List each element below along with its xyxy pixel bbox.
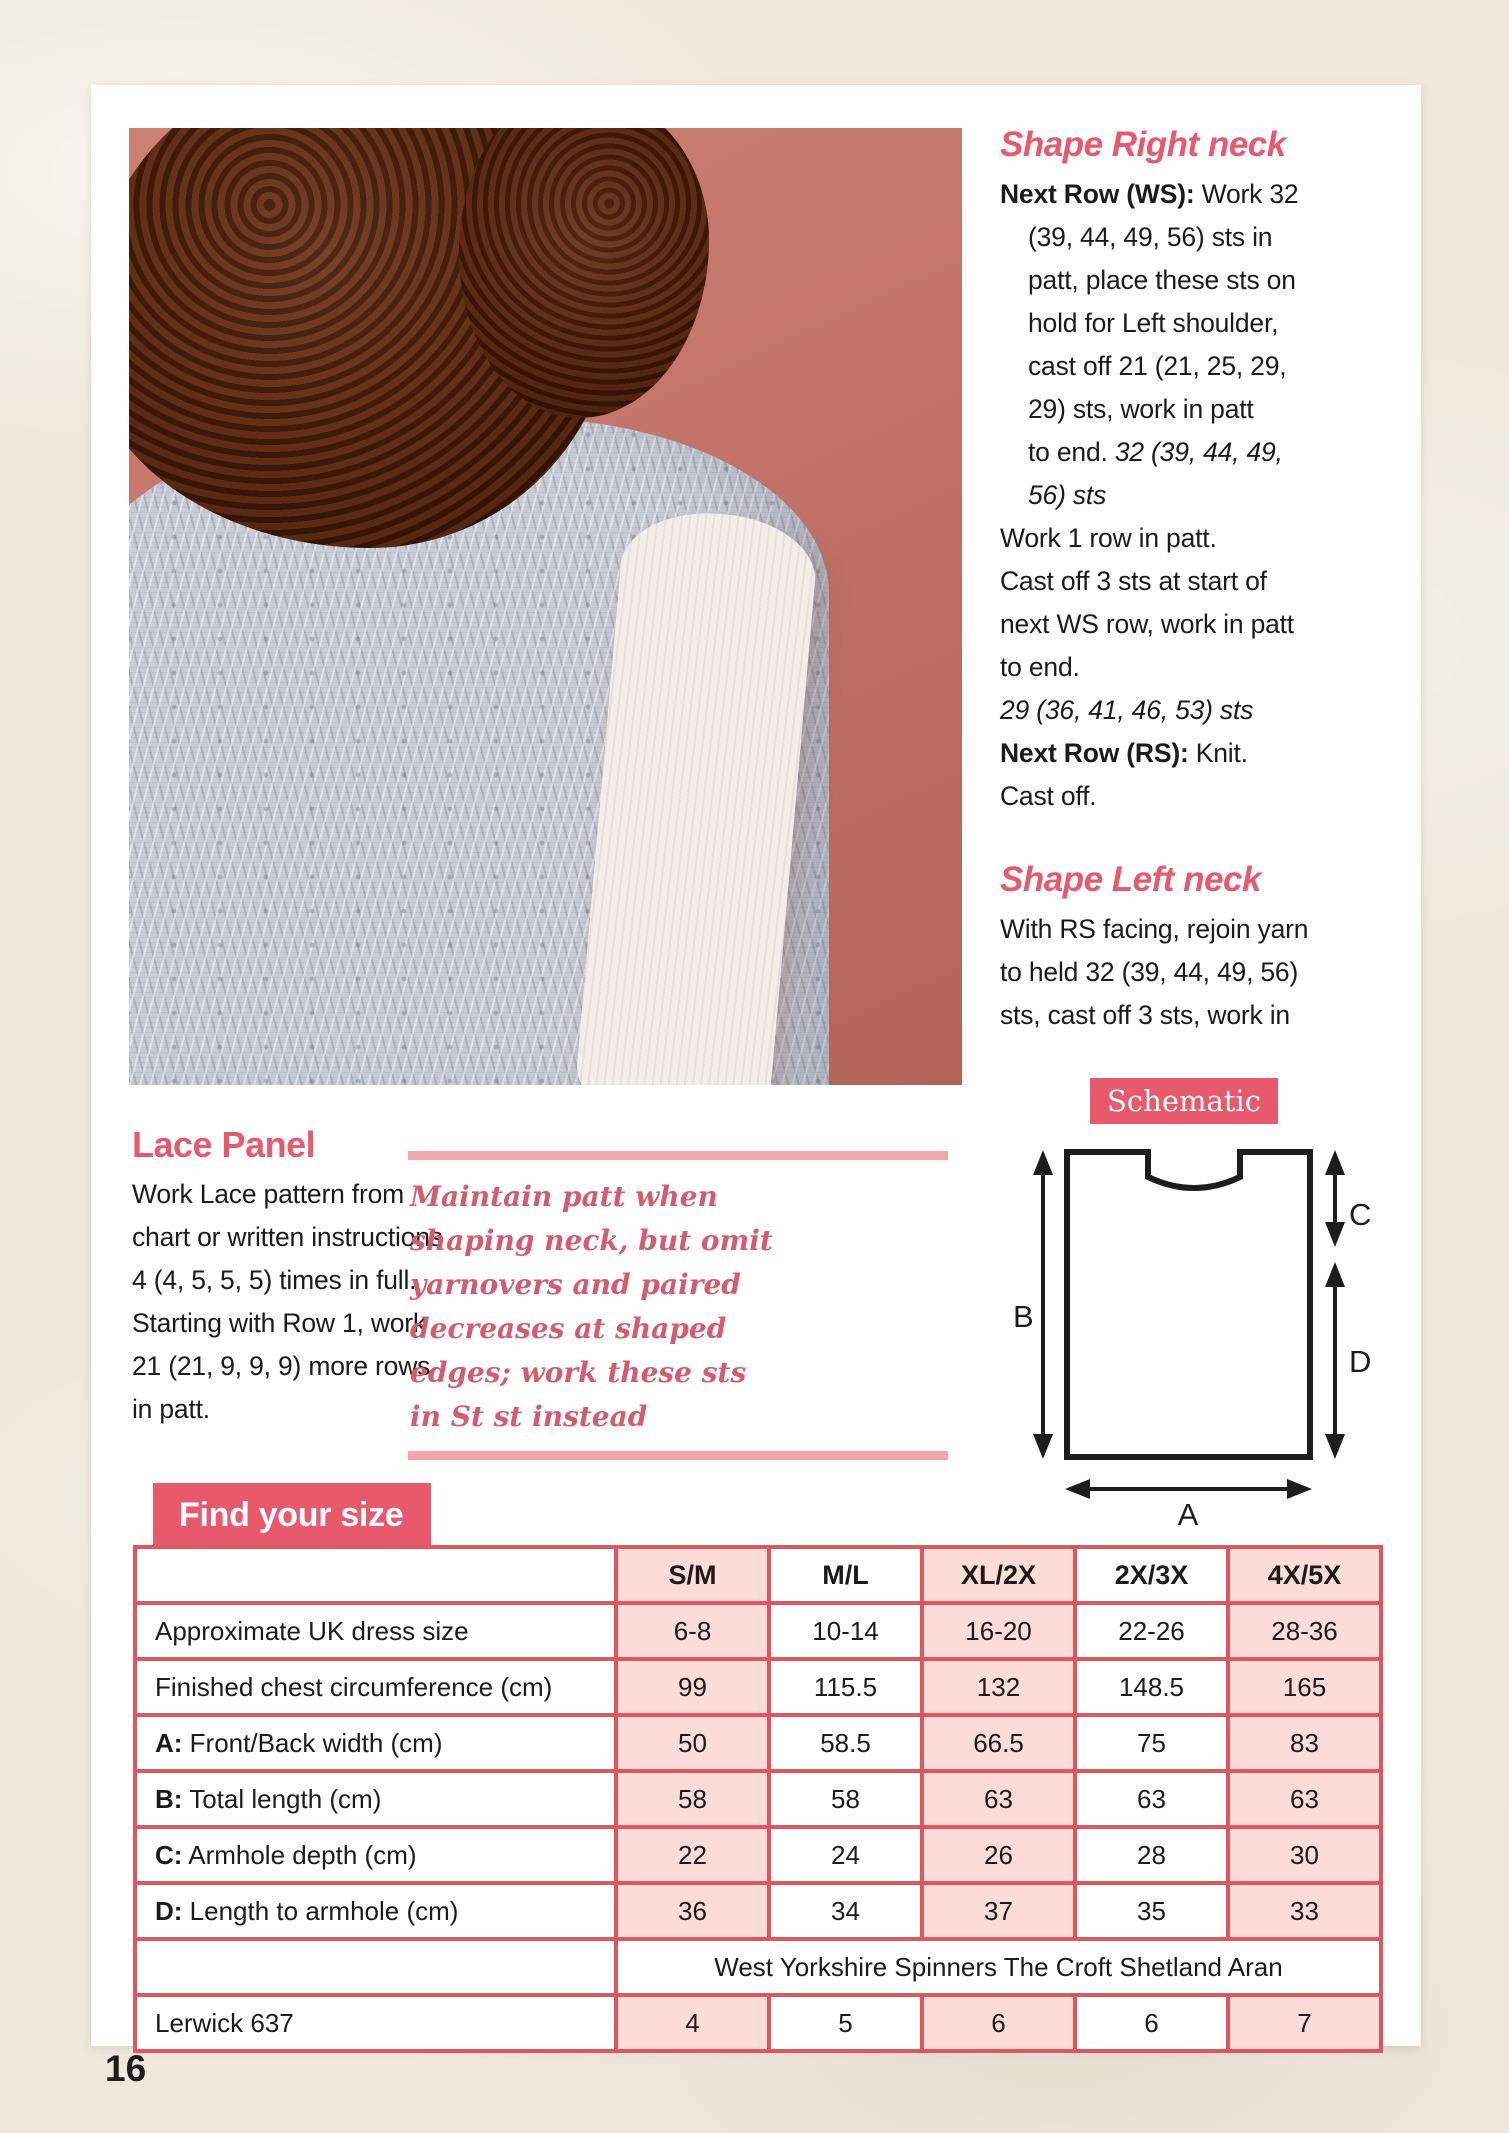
- row-label-prefix: B:: [155, 1783, 183, 1814]
- table-cell: 75: [1075, 1715, 1228, 1771]
- row-label-prefix: C:: [155, 1839, 183, 1870]
- note-line: Maintain patt when: [410, 1180, 718, 1213]
- italic-segment: 29 (36, 41, 46, 53) sts: [1000, 695, 1254, 725]
- row-label-prefix: D:: [155, 1895, 183, 1926]
- column-header: 4X/5X: [1228, 1547, 1381, 1603]
- arrow-right-icon: [1287, 1479, 1312, 1499]
- pattern-line: sts, cast off 3 sts, work in: [1000, 1000, 1290, 1030]
- row-label: [135, 1883, 616, 1939]
- pattern-line: [1000, 474, 1432, 517]
- table-cell: 58: [769, 1771, 922, 1827]
- arrow-down-icon: [1325, 1222, 1345, 1247]
- table-cell: 6: [1075, 1995, 1228, 2051]
- text-segment: to end.: [1028, 437, 1115, 467]
- row-label: [135, 1603, 616, 1659]
- text-segment: Knit.: [1188, 738, 1248, 768]
- pattern-line: [1000, 689, 1432, 732]
- table-cell: 6: [922, 1995, 1075, 2051]
- table-row: [135, 1995, 1381, 2051]
- page-number: 16: [105, 2048, 147, 2089]
- pattern-line: Cast off 3 sts at start of: [1000, 566, 1267, 596]
- schematic-diagram: [1003, 1137, 1393, 1532]
- arrow-up-icon: [1033, 1150, 1053, 1175]
- pattern-line: Work 1 row in patt.: [1000, 523, 1217, 553]
- arrow-up-icon: [1325, 1150, 1345, 1175]
- row-label-text: Total length (cm): [182, 1783, 382, 1814]
- pattern-line: 21 (21, 9, 9, 9) more rows: [132, 1351, 431, 1381]
- table-cell: 66.5: [922, 1715, 1075, 1771]
- arrow-left-icon: [1065, 1479, 1090, 1499]
- table-cell: 7: [1228, 1995, 1381, 2051]
- column-header: S/M: [616, 1547, 769, 1603]
- table-cell: 16-20: [922, 1603, 1075, 1659]
- row-label-text: Length to armhole (cm): [182, 1895, 459, 1926]
- dim-label-b: B: [1013, 1299, 1034, 1334]
- note-top-rule: [408, 1151, 948, 1160]
- row-label: [135, 1995, 616, 2051]
- shape-right-neck-heading: Shape Right neck: [1000, 125, 1286, 164]
- bold-segment: Next Row (WS):: [1000, 179, 1195, 209]
- table-cell: 115.5: [769, 1659, 922, 1715]
- table-cell: 148.5: [1075, 1659, 1228, 1715]
- column-header: XL/2X: [922, 1547, 1075, 1603]
- pattern-line: [1000, 173, 1432, 216]
- pattern-line: cast off 21 (21, 25, 29,: [1028, 351, 1287, 381]
- pattern-line: 29) sts, work in patt: [1028, 394, 1254, 424]
- text-segment: Work 32: [1194, 179, 1299, 209]
- table-cell: 132: [922, 1659, 1075, 1715]
- garment-outline: [1067, 1152, 1310, 1457]
- bold-segment: Next Row (RS):: [1000, 738, 1189, 768]
- table-header-row: [135, 1547, 1381, 1603]
- lace-panel-heading: Lace Panel: [132, 1124, 316, 1165]
- table-cell: 6-8: [616, 1603, 769, 1659]
- table-cell: 36: [616, 1883, 769, 1939]
- size-table: [133, 1545, 1383, 2053]
- pattern-line: to end.: [1000, 652, 1080, 682]
- table-cell: 22: [616, 1827, 769, 1883]
- pattern-line: next WS row, work in patt: [1000, 609, 1294, 639]
- dim-label-d: D: [1349, 1344, 1372, 1379]
- table-cell: 50: [616, 1715, 769, 1771]
- pattern-line: Work Lace pattern from: [132, 1179, 404, 1209]
- dim-label-a: A: [1177, 1497, 1199, 1532]
- arrow-down-icon: [1325, 1434, 1345, 1459]
- note-line: in St st instead: [410, 1400, 648, 1433]
- schematic-label: Schematic: [1090, 1078, 1278, 1124]
- table-cell: 83: [1228, 1715, 1381, 1771]
- row-label-text: Approximate UK dress size: [155, 1615, 469, 1646]
- row-label-text: Finished chest circumference (cm): [155, 1671, 553, 1702]
- table-cell: 22-26: [1075, 1603, 1228, 1659]
- table-cell: 4: [616, 1995, 769, 2051]
- page: [91, 85, 1421, 2046]
- tip-note: [408, 1151, 948, 1460]
- italic-segment: 56) sts: [1028, 480, 1107, 510]
- row-label: [135, 1659, 616, 1715]
- right-column: [1000, 123, 1432, 1037]
- italic-segment: 32 (39, 44, 49,: [1114, 437, 1283, 467]
- table-row: [135, 1827, 1381, 1883]
- table-cell: 63: [922, 1771, 1075, 1827]
- note-line: yarnovers and paired: [410, 1268, 741, 1301]
- table-row: [135, 1715, 1381, 1771]
- row-label: [135, 1827, 616, 1883]
- table-cell: 63: [1075, 1771, 1228, 1827]
- note-body: [408, 1160, 948, 1451]
- table-cell: 30: [1228, 1827, 1381, 1883]
- table-cell: 34: [769, 1883, 922, 1939]
- row-label: [135, 1939, 616, 1995]
- table-cell: 99: [616, 1659, 769, 1715]
- table-cell: 63: [1228, 1771, 1381, 1827]
- table-cell: 28-36: [1228, 1603, 1381, 1659]
- table-row: [135, 1603, 1381, 1659]
- row-label-prefix: A:: [155, 1727, 183, 1758]
- table-cell: 24: [769, 1827, 922, 1883]
- table-cell: 5: [769, 1995, 922, 2051]
- pattern-line: 4 (4, 5, 5, 5) times in full.: [132, 1265, 417, 1295]
- note-line: edges; work these sts: [410, 1356, 747, 1389]
- row-label: [135, 1715, 616, 1771]
- pattern-line: to held 32 (39, 44, 49, 56): [1000, 957, 1299, 987]
- table-row: [135, 1883, 1381, 1939]
- yarn-name-cell: West Yorkshire Spinners The Croft Shetland Aran: [616, 1939, 1381, 1995]
- column-header: 2X/3X: [1075, 1547, 1228, 1603]
- dim-label-c: C: [1349, 1197, 1372, 1232]
- table-cell: 26: [922, 1827, 1075, 1883]
- pattern-line: Starting with Row 1, work: [132, 1308, 426, 1338]
- pattern-line: [1000, 732, 1432, 775]
- pattern-line: [1000, 431, 1432, 474]
- row-label: [135, 1771, 616, 1827]
- pattern-line: patt, place these sts on: [1028, 265, 1296, 295]
- table-cell: 10-14: [769, 1603, 922, 1659]
- row-label-text: Armhole depth (cm): [182, 1839, 417, 1870]
- note-line: decreases at shaped: [410, 1312, 727, 1345]
- note-line: shaping neck, but omit: [410, 1224, 773, 1257]
- table-cell: 58.5: [769, 1715, 922, 1771]
- table-cell: 165: [1228, 1659, 1381, 1715]
- row-label-text: Front/Back width (cm): [182, 1727, 443, 1758]
- pattern-line: Cast off.: [1000, 781, 1097, 811]
- pattern-line: With RS facing, rejoin yarn: [1000, 914, 1309, 944]
- model-photo: [129, 128, 962, 1085]
- column-header: [135, 1547, 616, 1603]
- table-cell: 58: [616, 1771, 769, 1827]
- pattern-line: hold for Left shoulder,: [1028, 308, 1279, 338]
- spacer: [1000, 818, 1432, 858]
- arrow-up-icon: [1325, 1262, 1345, 1287]
- find-your-size-heading: Find your size: [153, 1483, 431, 1547]
- row-label-text: Lerwick 637: [155, 2007, 294, 2038]
- note-bottom-rule: [408, 1451, 948, 1460]
- pattern-line: (39, 44, 49, 56) sts in: [1028, 222, 1273, 252]
- pattern-line: chart or written instructions: [132, 1222, 443, 1252]
- table-row: [135, 1771, 1381, 1827]
- arrow-down-icon: [1033, 1434, 1053, 1459]
- table-row: [135, 1939, 1381, 1995]
- pattern-line: in patt.: [132, 1394, 210, 1424]
- table-cell: 33: [1228, 1883, 1381, 1939]
- table-row: [135, 1659, 1381, 1715]
- table-cell: 35: [1075, 1883, 1228, 1939]
- column-header: M/L: [769, 1547, 922, 1603]
- table-cell: 28: [1075, 1827, 1228, 1883]
- shape-left-neck-heading: Shape Left neck: [1000, 860, 1261, 899]
- table-cell: 37: [922, 1883, 1075, 1939]
